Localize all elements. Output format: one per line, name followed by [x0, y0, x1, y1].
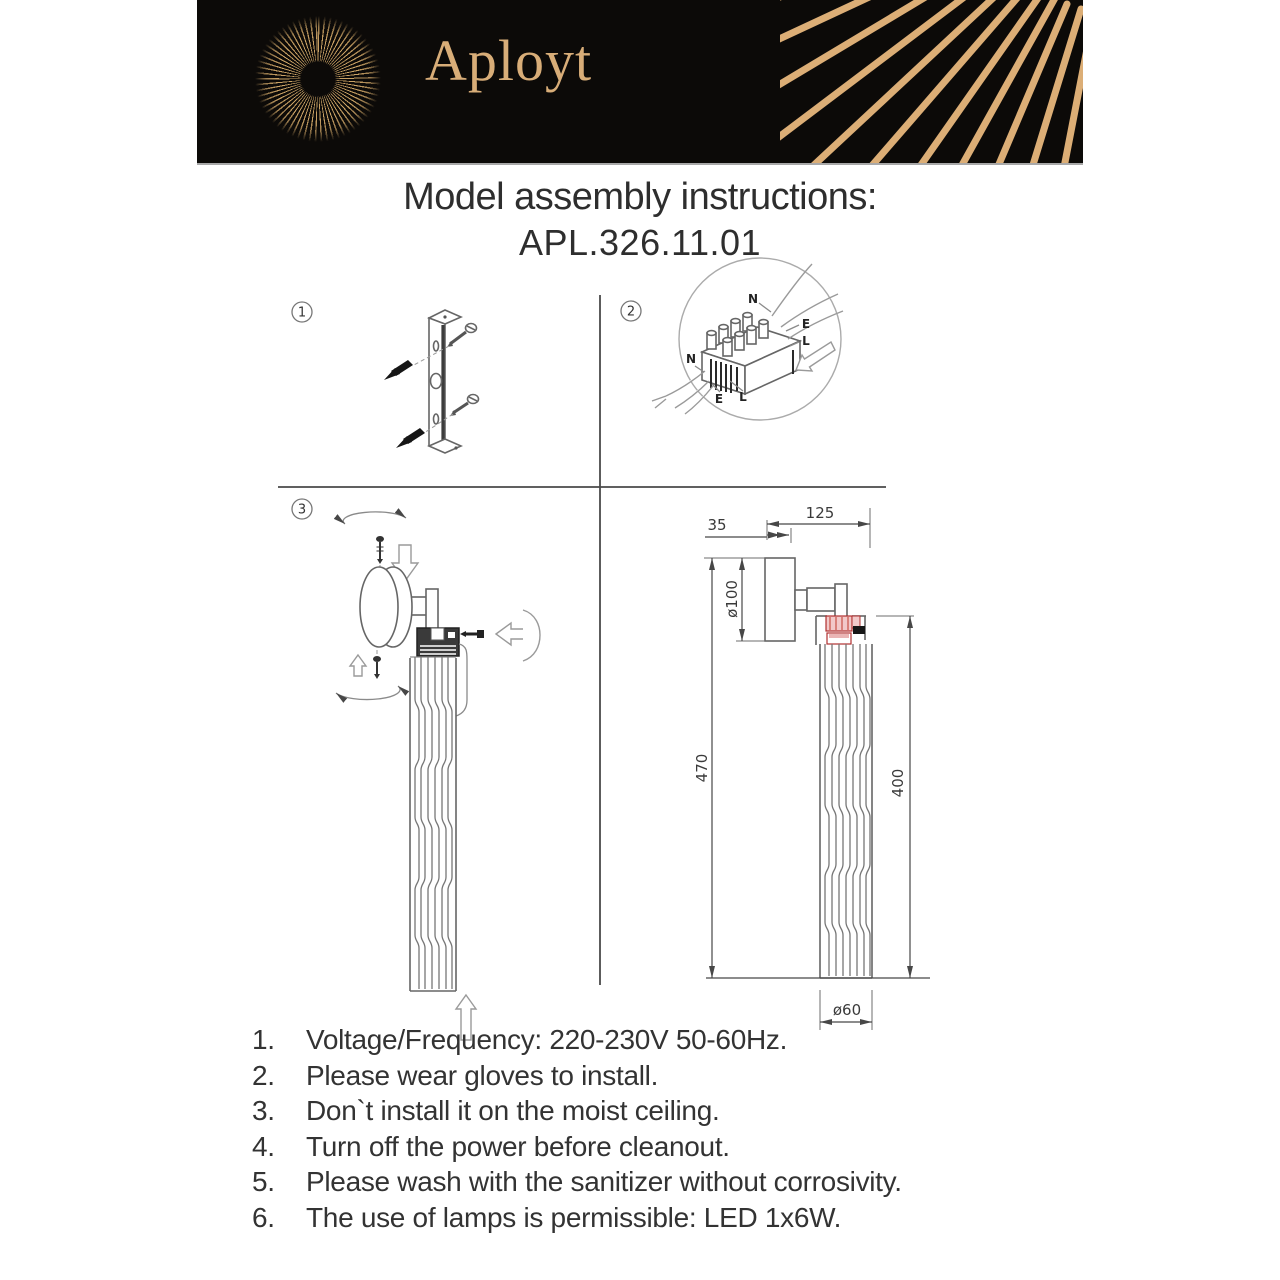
step2-number: 2: [626, 304, 636, 320]
brand-banner: [197, 0, 1083, 165]
dim-470: 470: [693, 753, 711, 783]
brand-name: Aployt: [425, 28, 593, 93]
item-text: Don`t install it on the moist ceiling.: [306, 1095, 720, 1126]
assembly-diagram: [0, 230, 1280, 1060]
list-item: [252, 1200, 902, 1236]
wire-label-n-top: N: [747, 292, 759, 306]
wall-plate-disc: [360, 567, 412, 647]
item-number: 4.: [252, 1130, 275, 1162]
panel-step1-bracket: [292, 302, 479, 453]
list-item: [252, 1058, 902, 1094]
list-item: [252, 1164, 902, 1200]
dim-35: 35: [707, 516, 727, 534]
lamp-shade: [410, 657, 456, 991]
screw-icon: [376, 536, 384, 571]
rotate-arrow-icon: [336, 686, 400, 700]
dim-125: 125: [805, 504, 835, 522]
panel-step2-wiring: [621, 258, 843, 420]
c-bracket: [523, 610, 540, 661]
model-number: APL.326.11.01: [518, 222, 762, 263]
dim-60: ø60: [832, 1001, 862, 1019]
item-number: 5.: [252, 1166, 275, 1197]
panel-step3-assembly: [292, 499, 540, 1040]
terminal-block: [702, 313, 800, 394]
item-text: The use of lamps is permissible: LED 1x6W.: [306, 1201, 842, 1233]
panel-dimensions: [693, 504, 930, 1030]
list-item: [252, 1129, 902, 1165]
clamp-highlighted: [816, 616, 866, 645]
dim-100: ø100: [723, 580, 741, 618]
lamp-clamp: [417, 628, 459, 656]
screw-icon: [450, 395, 479, 417]
item-text: Please wash with the sanitizer without corrosivity.: [306, 1166, 902, 1197]
anchor-arrow-icon: [396, 428, 425, 448]
up-arrow-icon: [350, 655, 366, 676]
lamp-shade-side: [820, 644, 872, 978]
item-text: Voltage/Frequency: 220-230V 50-60Hz.: [306, 1024, 788, 1055]
instructions-list: [252, 1022, 902, 1235]
item-number: 1.: [252, 1024, 275, 1055]
step3-number: 3: [297, 502, 307, 518]
sunburst-logo-icon: [253, 14, 383, 144]
banner-rays-decoration: [780, 0, 1083, 163]
dim-400: 400: [889, 768, 907, 798]
dimension-annotations: [693, 504, 930, 1030]
step1-number: 1: [297, 305, 307, 321]
wire-label-l-right: L: [802, 334, 810, 348]
list-item: [252, 1022, 902, 1058]
wall-plate-side: [765, 558, 795, 641]
item-number: 3.: [252, 1095, 275, 1126]
wire-label-e-right: E: [801, 317, 811, 331]
title-line1: Model assembly instructions:: [403, 176, 877, 218]
screw-icon: [373, 650, 381, 679]
item-number: 2.: [252, 1059, 275, 1091]
item-text: Turn off the power before cleanout.: [306, 1130, 730, 1162]
set-screw-icon: [460, 630, 484, 638]
rotate-arrow-icon: [343, 512, 406, 524]
list-item: [252, 1093, 902, 1129]
anchor-arrow-icon: [384, 360, 413, 380]
wire-label-e-bottom: E: [714, 392, 724, 406]
screw-icon: [447, 324, 477, 348]
wire-label-l-bottom: L: [739, 390, 747, 404]
item-number: 6.: [252, 1201, 275, 1233]
item-text: Please wear gloves to install.: [306, 1059, 659, 1091]
wire-label-n-left: N: [685, 352, 697, 366]
